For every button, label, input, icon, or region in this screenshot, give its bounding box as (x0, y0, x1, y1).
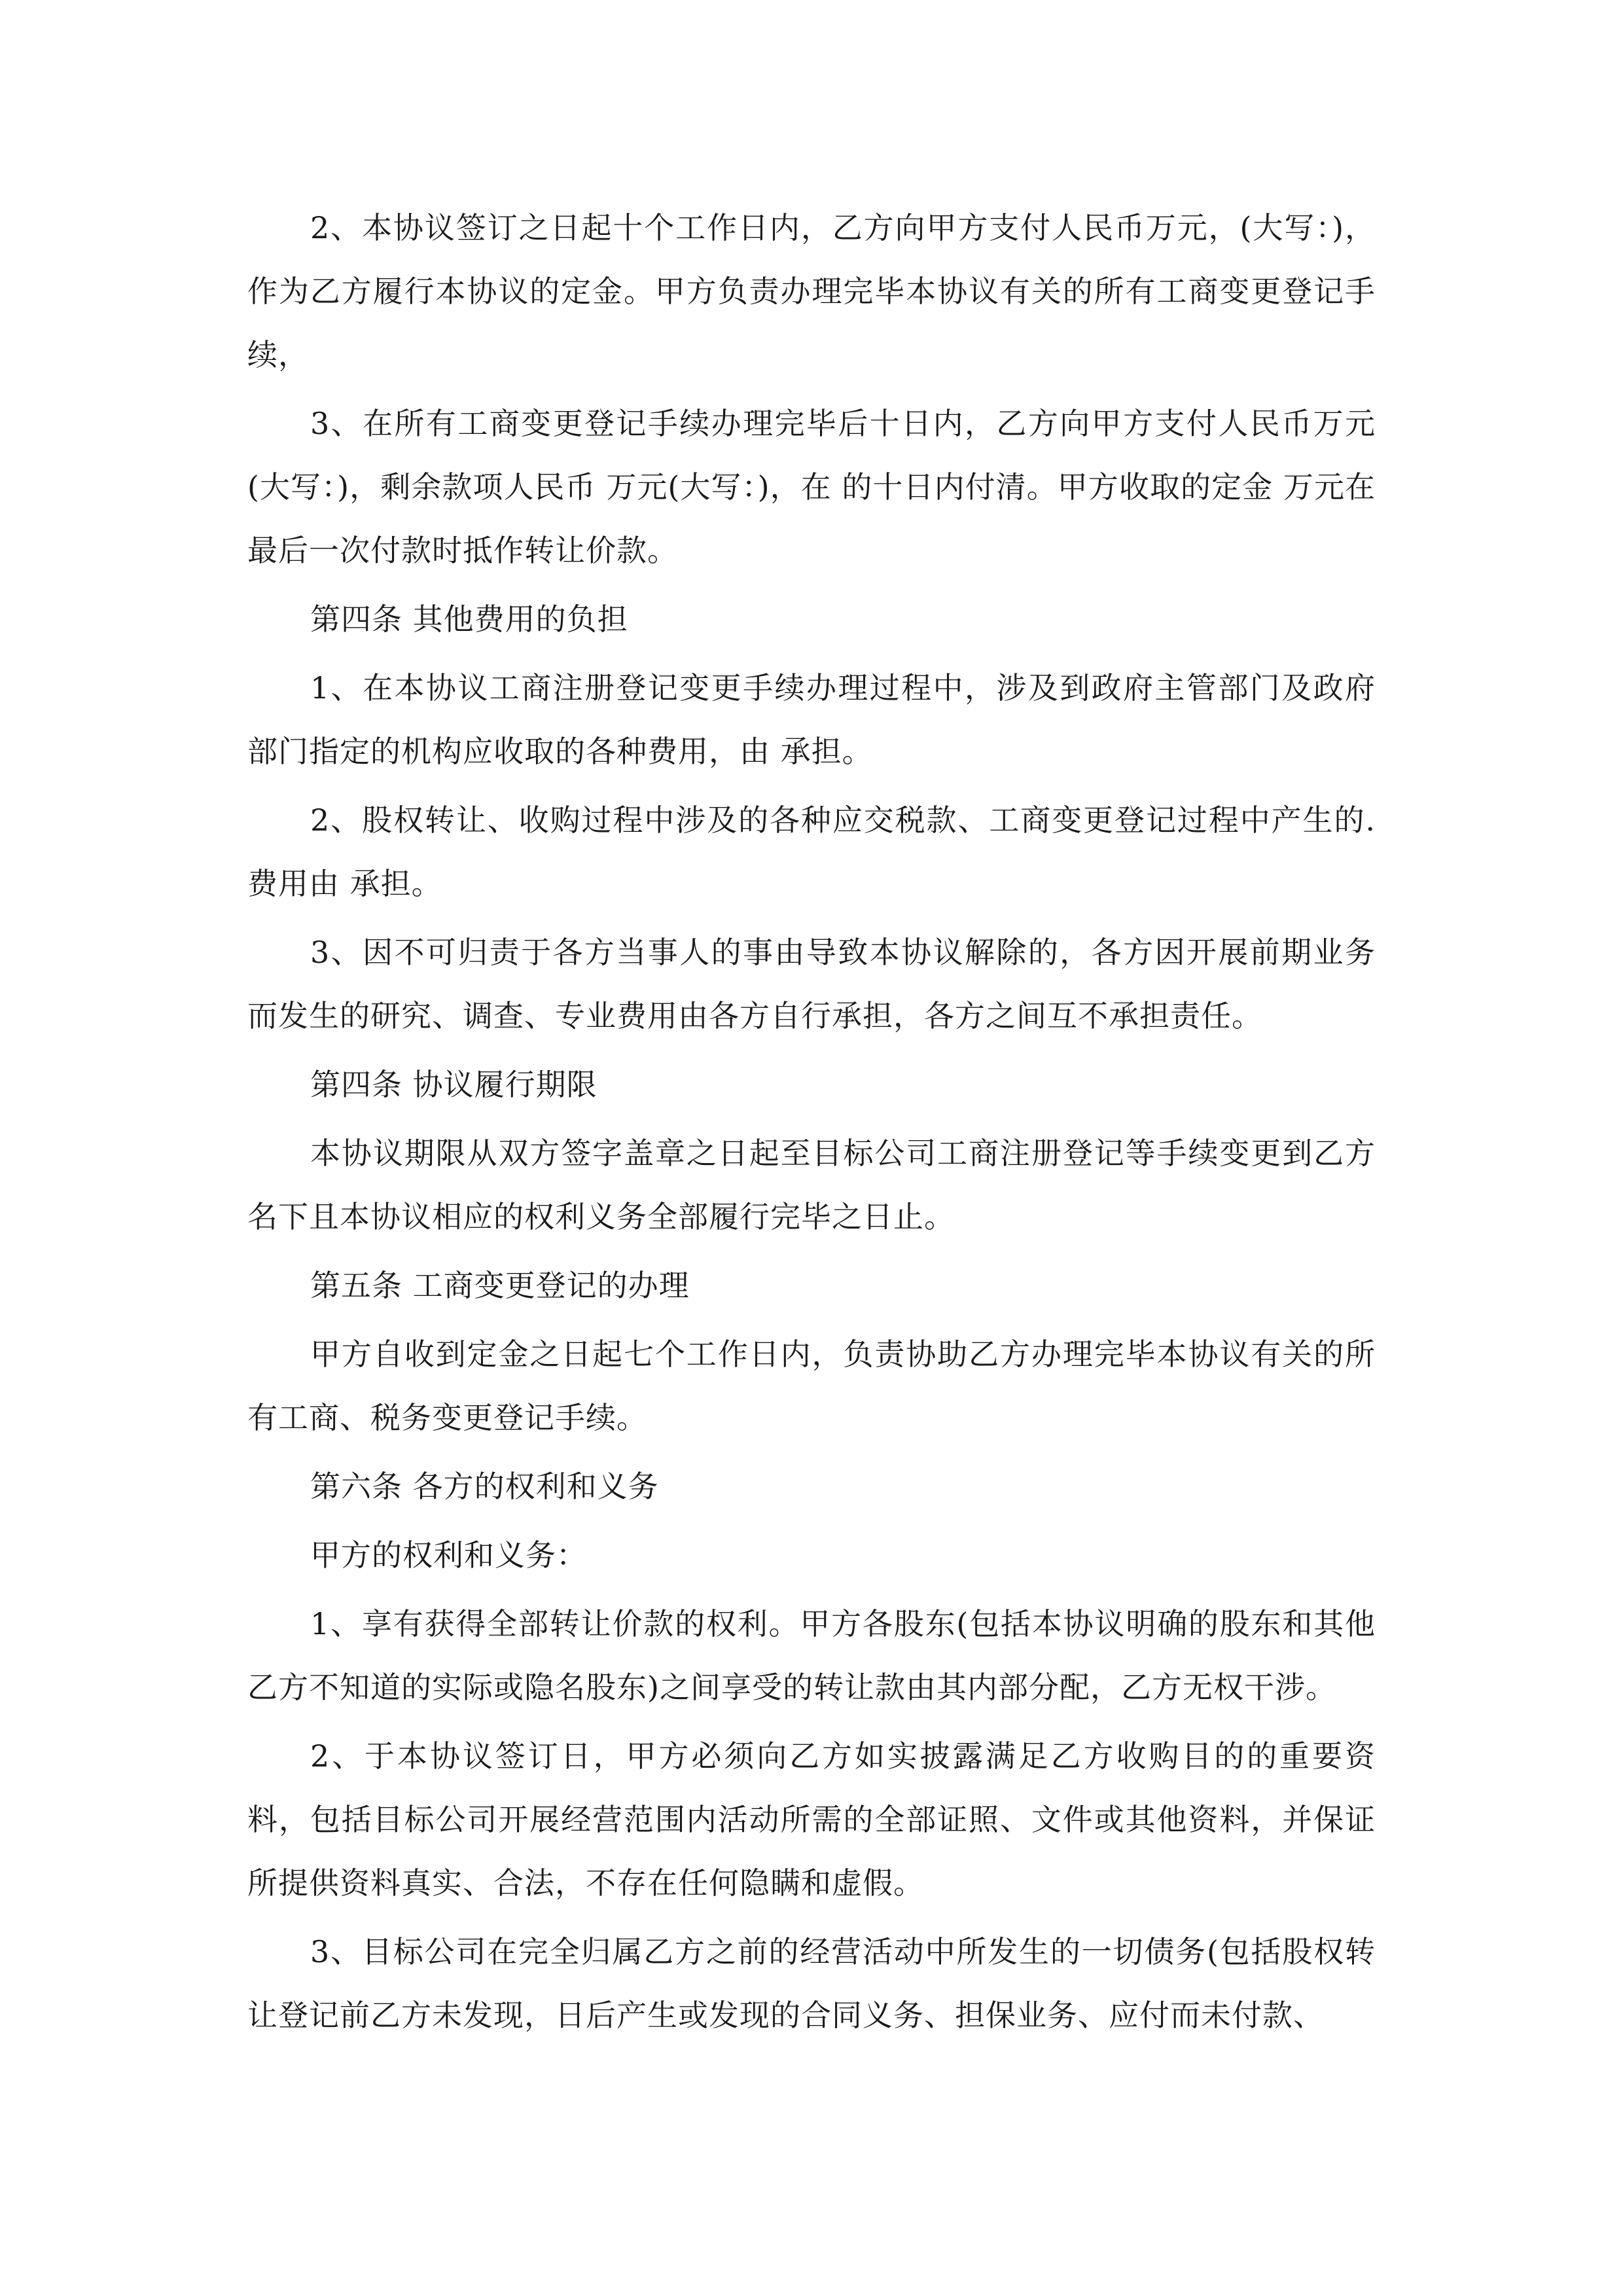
heading-article-4-term: 第四条 协议履行期限 (310, 1067, 597, 1102)
heading-article-5: 第五条 工商变更登记的办理 (310, 1268, 690, 1303)
subheading-party-a-rights: 甲方的权利和义务： (310, 1537, 587, 1573)
document-body (247, 196, 1376, 2053)
paragraph-registration-process: 甲方自收到定金之日起七个工作日内，负责协助乙方办理完毕本协议有关的所有工商、税务变更登记手续。 (247, 1336, 1376, 1435)
paragraph-registration-fees: 1、在本协议工商注册登记变更手续办理过程中，涉及到政府主管部门及政府部门指定的机构应收取的各种费用，由 承担。 (247, 670, 1376, 769)
paragraph-debts: 3、目标公司在完全归属乙方之前的经营活动中所发生的一切债务(包括股权转让登记前乙方未发现，日后产生或发现的合同义务、担保业务、应付而未付款、 (247, 1934, 1376, 2033)
paragraph-taxes: 2、股权转让、收购过程中涉及的各种应交税款、工商变更登记过程中产生的.费用由 承担。 (247, 802, 1376, 901)
paragraph-termination-costs: 3、因不可归责于各方当事人的事由导致本协议解除的，各方因开展前期业务而发生的研究、调查、专业费用由各方自行承担，各方之间互不承担责任。 (247, 935, 1376, 1033)
heading-article-6: 第六条 各方的权利和义务 (310, 1469, 659, 1504)
paragraph-final-payment: 3、在所有工商变更登记手续办理完毕后十日内，乙方向甲方支付人民币万元(大写：)，剩余款项人民币 万元(大写：)，在 的十日内付清。甲方收取的定金 万元在最后一次付款时抵作转让价款。 (247, 406, 1376, 568)
paragraph-deposit-payment: 2、本协议签订之日起十个工作日内，乙方向甲方支付人民币万元，(大写：)，作为乙方履行本协议的定金。甲方负责办理完毕本协议有关的所有工商变更登记手续， (247, 210, 1376, 372)
paragraph-right-to-payment: 1、享有获得全部转让价款的权利。甲方各股东(包括本协议明确的股东和其他乙方不知道的实际或隐名股东)之间享受的转让款由其内部分配，乙方无权干涉。 (247, 1606, 1376, 1705)
paragraph-disclosure: 2、于本协议签订日，甲方必须向乙方如实披露满足乙方收购目的的重要资料，包括目标公司开展经营范围内活动所需的全部证照、文件或其他资料，并保证所提供资料真实、合法，不存在任何隐瞒和虚假。 (247, 1738, 1376, 1901)
paragraph-term: 本协议期限从双方签字盖章之日起至目标公司工商注册登记等手续变更到乙方名下且本协议相应的权利义务全部履行完毕之日止。 (247, 1136, 1376, 1234)
heading-article-4-fees: 第四条 其他费用的负担 (310, 601, 628, 637)
